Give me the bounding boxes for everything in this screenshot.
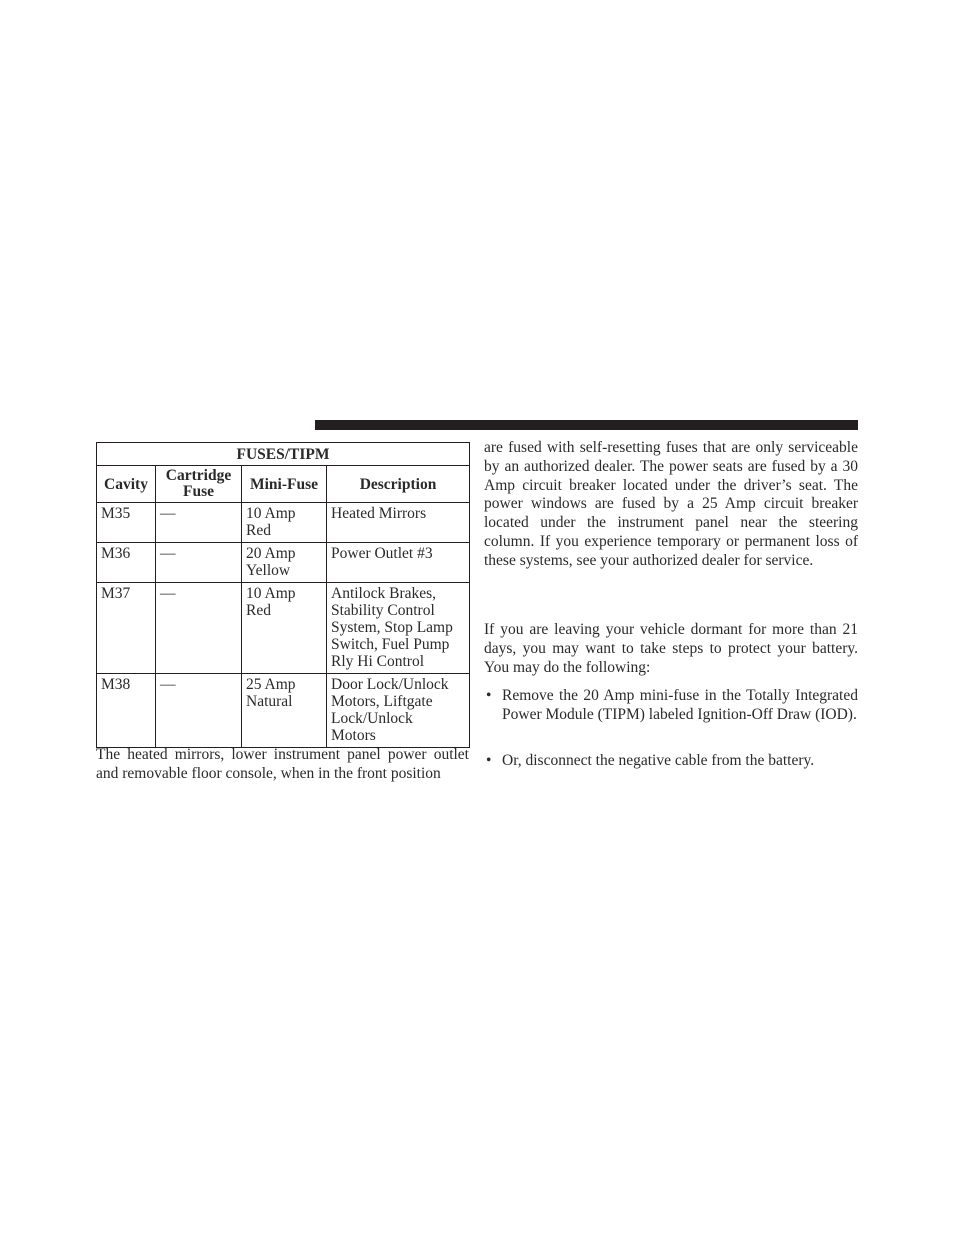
- bullet-list: [484, 687, 858, 725]
- header-cavity: Cavity: [97, 466, 156, 503]
- cell-mini-fuse: 10 Amp Red: [242, 583, 327, 674]
- cell-mini-fuse: 10 Amp Red: [242, 503, 327, 543]
- table-row: [97, 503, 470, 543]
- cell-cavity: M35: [97, 503, 156, 543]
- list-item: [484, 687, 858, 725]
- table-row: [97, 543, 470, 583]
- self-resetting-fuses-paragraph: are fused with self-resetting fuses that are only serviceable by an authorized dealer. The power seats are fused by a 30 Amp circuit breaker located under the driver’s seat. The power windows are fused by a 25 Amp circuit breaker located under the instrument panel near the steering column. If you experience temporary or permanent loss of these systems, see your authorized dealer for service.: [484, 439, 858, 569]
- section-header-bar: [315, 420, 858, 430]
- table-title: FUSES/TIPM: [97, 443, 470, 466]
- header-cartridge-fuse: Cartridge Fuse: [156, 466, 242, 503]
- list-item: [484, 752, 858, 771]
- cell-mini-fuse: 25 Amp Natural: [242, 674, 327, 748]
- header-description: Description: [327, 466, 470, 503]
- cell-cartridge-fuse: —: [156, 583, 242, 674]
- bullet-list: [484, 752, 858, 771]
- header-mini-fuse: Mini-Fuse: [242, 466, 327, 503]
- cell-mini-fuse: 20 Amp Yellow: [242, 543, 327, 583]
- fuses-tipm-table: [96, 442, 470, 748]
- cell-cartridge-fuse: —: [156, 674, 242, 748]
- cell-cartridge-fuse: —: [156, 503, 242, 543]
- cell-description: Door Lock/Unlock Motors, Liftgate Lock/Unlock Motors: [327, 674, 470, 748]
- cell-cavity: M38: [97, 674, 156, 748]
- table-row: [97, 674, 470, 748]
- cell-cavity: M36: [97, 543, 156, 583]
- heated-mirrors-paragraph: The heated mirrors, lower instrument panel power outlet and removable floor console, when in the front position: [96, 746, 469, 782]
- bullet-text: Remove the 20 Amp mini-fuse in the Totally Integrated Power Module (TIPM) labeled Ignition-Off Draw (IOD).: [502, 687, 858, 723]
- bullet-text: Or, disconnect the negative cable from the battery.: [502, 752, 815, 769]
- battery-protection-paragraph: If you are leaving your vehicle dormant for more than 21 days, you may want to take steps to protect your battery. You may do the following:: [484, 621, 858, 676]
- table-row: [97, 583, 470, 674]
- cell-description: Antilock Brakes, Stability Control System, Stop Lamp Switch, Fuel Pump Rly Hi Control: [327, 583, 470, 674]
- cell-description: Heated Mirrors: [327, 503, 470, 543]
- cell-cavity: M37: [97, 583, 156, 674]
- table-header-row: [97, 466, 470, 503]
- cell-cartridge-fuse: —: [156, 543, 242, 583]
- bullet-icon: •: [486, 752, 492, 769]
- cell-description: Power Outlet #3: [327, 543, 470, 583]
- bullet-icon: •: [486, 687, 492, 704]
- table-title-row: [97, 443, 470, 466]
